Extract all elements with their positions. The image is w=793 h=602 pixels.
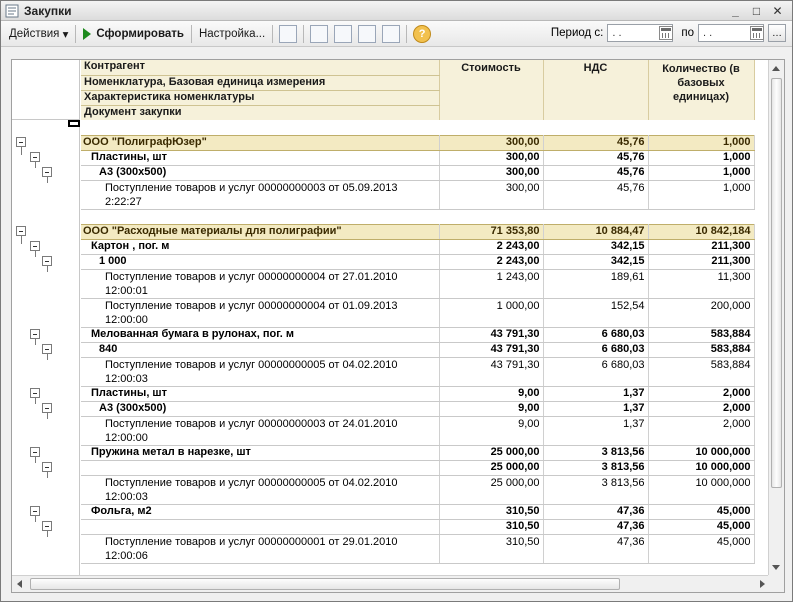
row-name-cell[interactable]: Поступление товаров и услуг 00000000004 от 01.09.2013 12:00:00 [81,298,439,327]
group-line [21,147,22,155]
nomenclature-row[interactable] [81,445,754,460]
group-collapse-icon[interactable] [30,241,40,251]
counterparty-row[interactable] [81,135,754,150]
group-line [47,177,48,183]
group-line [35,398,36,404]
group-collapse-icon[interactable] [30,152,40,162]
row-name-cell[interactable]: А3 (300х500) [81,165,439,180]
group-line [35,457,36,463]
horizontal-scrollbar[interactable] [12,575,770,592]
tree-icon[interactable] [310,25,328,43]
period-filter [551,24,786,42]
toolbar [1,21,792,47]
row-qty-cell[interactable]: 10 000,000 [648,445,754,460]
chart-icon[interactable] [279,25,297,43]
document-row[interactable] [81,357,754,386]
scroll-right-icon[interactable] [760,580,765,588]
row-vat-cell[interactable]: 3 813,56 [543,445,648,460]
nomenclature-row[interactable] [81,239,754,254]
group-line [47,266,48,272]
row-cost-cell[interactable]: 71 353,80 [439,224,543,239]
group-collapse-icon[interactable] [42,256,52,266]
row-qty-cell[interactable]: 45,000 [648,519,754,534]
row-cost-cell[interactable]: 43 791,30 [439,342,543,357]
row-qty-cell[interactable]: 2,000 [648,386,754,401]
row-name-cell[interactable]: 840 [81,342,439,357]
row-qty-cell[interactable]: 45,000 [648,534,754,563]
row-cost-cell[interactable]: 9,00 [439,401,543,416]
horizontal-scroll-thumb[interactable] [30,578,620,590]
report-table [81,60,755,593]
row-cost-cell[interactable]: 300,00 [439,150,543,165]
row-name-cell[interactable]: Поступление товаров и услуг 00000000005 от 04.02.2010 12:00:03 [81,475,439,504]
period-select-button[interactable]: … [768,24,786,42]
row-vat-cell[interactable]: 152,54 [543,298,648,327]
row-name-cell[interactable]: Поступление товаров и услуг 00000000003 от 24.01.2010 12:00:00 [81,416,439,445]
row-vat-cell[interactable]: 47,36 [543,504,648,519]
row-vat-cell[interactable]: 3 813,56 [543,460,648,475]
row-qty-cell[interactable]: 10 842,184 [648,224,754,239]
row-qty-cell[interactable]: 1,000 [648,165,754,180]
row-cost-cell[interactable]: 310,50 [439,519,543,534]
row-cost-cell[interactable]: 25 000,00 [439,445,543,460]
row-name-cell[interactable] [81,460,439,475]
document-row[interactable] [81,534,754,563]
row-qty-cell[interactable]: 2,000 [648,416,754,445]
row-vat-cell[interactable]: 1,37 [543,401,648,416]
row-cost-cell[interactable]: 300,00 [439,180,543,209]
document-row[interactable] [81,269,754,298]
period-from-label: Период с: [550,27,604,39]
title-bar [1,1,792,21]
calendar-icon[interactable] [750,26,764,40]
group-collapse-icon[interactable] [42,167,52,177]
vertical-scrollbar[interactable] [768,60,784,576]
report-icon [5,4,19,18]
grouping-gutter [12,60,80,576]
nomenclature-row[interactable] [81,504,754,519]
row-name-cell[interactable]: Пружина метал в нарезке, шт [81,445,439,460]
row-cost-cell[interactable]: 310,50 [439,534,543,563]
group-collapse-icon[interactable] [42,403,52,413]
document-row[interactable] [81,416,754,445]
row-name-cell[interactable] [81,519,439,534]
characteristic-row[interactable] [81,254,754,269]
row-vat-cell[interactable]: 47,36 [543,534,648,563]
characteristic-row[interactable] [81,460,754,475]
header-cost: Стоимость [439,60,543,120]
table-icon[interactable] [334,25,352,43]
row-cost-cell[interactable]: 300,00 [439,135,543,150]
row-cost-cell[interactable]: 1 000,00 [439,298,543,327]
row-qty-cell[interactable]: 211,300 [648,239,754,254]
row-cost-cell[interactable]: 300,00 [439,165,543,180]
group-line [35,339,36,345]
generate-button[interactable]: Сформировать [79,24,188,44]
document-row[interactable] [81,298,754,327]
row-qty-cell[interactable]: 583,884 [648,327,754,342]
row-name-cell[interactable]: Фольга, м2 [81,504,439,519]
row-name-cell[interactable]: Пластины, шт [81,386,439,401]
minimize-icon[interactable]: _ [732,3,739,18]
cell-cursor [68,120,80,127]
header-qty: Количество (в базовых единицах) [648,60,754,120]
actions-menu[interactable]: Действия ▾ [9,27,69,41]
header-document: Документ закупки [81,105,439,120]
row-cost-cell[interactable]: 9,00 [439,416,543,445]
group-collapse-icon[interactable] [30,388,40,398]
nomenclature-row[interactable] [81,150,754,165]
nomenclature-row[interactable] [81,386,754,401]
row-vat-cell[interactable]: 45,76 [543,180,648,209]
row-qty-cell[interactable]: 1,000 [648,135,754,150]
group-collapse-icon[interactable] [42,462,52,472]
row-name-cell[interactable]: А3 (300х500) [81,401,439,416]
row-qty-cell[interactable]: 10 000,000 [648,475,754,504]
row-vat-cell[interactable]: 47,36 [543,519,648,534]
row-qty-cell[interactable]: 2,000 [648,401,754,416]
group-line [35,162,36,168]
row-vat-cell[interactable]: 3 813,56 [543,475,648,504]
row-cost-cell[interactable]: 9,00 [439,386,543,401]
group-line [47,413,48,419]
document-row[interactable] [81,475,754,504]
row-vat-cell[interactable]: 45,76 [543,135,648,150]
row-vat-cell[interactable]: 45,76 [543,165,648,180]
row-cost-cell[interactable]: 43 791,30 [439,357,543,386]
row-qty-cell[interactable]: 1,000 [648,180,754,209]
group-collapse-icon[interactable] [16,137,26,147]
calendar-icon[interactable] [659,26,673,40]
header-characteristic: Характеристика номенклатуры [81,90,439,105]
row-vat-cell[interactable]: 342,15 [543,239,648,254]
report-spreadsheet[interactable] [11,59,785,593]
row-name-cell[interactable]: Пластины, шт [81,150,439,165]
group-line [47,472,48,478]
play-icon [83,28,91,40]
row-name-cell[interactable]: Картон , пог. м [81,239,439,254]
window-title: Закупки [24,3,72,18]
row-vat-cell[interactable]: 1,37 [543,416,648,445]
row-cost-cell[interactable]: 43 791,30 [439,327,543,342]
nomenclature-row[interactable] [81,327,754,342]
maximize-icon[interactable]: □ [752,3,761,18]
row-name-cell[interactable]: 1 000 [81,254,439,269]
scroll-up-icon[interactable] [772,66,780,71]
row-name-cell[interactable]: Поступление товаров и услуг 00000000001 от 29.01.2010 12:00:06 [81,534,439,563]
group-collapse-icon[interactable] [30,506,40,516]
counterparty-row[interactable] [81,224,754,239]
expand-groups-icon[interactable] [358,25,376,43]
scroll-left-icon[interactable] [17,580,22,588]
group-collapse-icon[interactable] [42,521,52,531]
row-name-cell[interactable]: Мелованная бумага в рулонах, пог. м [81,327,439,342]
settings-button[interactable]: Настройка... [198,27,266,40]
group-line [35,251,36,257]
row-vat-cell[interactable]: 1,37 [543,386,648,401]
row-qty-cell[interactable]: 45,000 [648,504,754,519]
row-cost-cell[interactable]: 2 243,00 [439,254,543,269]
group-line [35,516,36,522]
group-line [47,531,48,537]
header-vat: НДС [543,60,648,120]
collapse-groups-icon[interactable] [382,25,400,43]
row-qty-cell[interactable]: 200,000 [648,298,754,327]
help-icon[interactable]: ? [413,25,431,43]
row-cost-cell[interactable]: 25 000,00 [439,475,543,504]
period-to-label: по [681,27,694,39]
row-qty-cell[interactable]: 11,300 [648,269,754,298]
row-cost-cell[interactable]: 2 243,00 [439,239,543,254]
row-cost-cell[interactable]: 1 243,00 [439,269,543,298]
row-name-cell[interactable]: Поступление товаров и услуг 00000000004 от 27.01.2010 12:00:01 [81,269,439,298]
row-vat-cell[interactable]: 45,76 [543,150,648,165]
header-nomenclature: Номенклатура, Базовая единица измерения [81,75,439,90]
row-vat-cell[interactable]: 6 680,03 [543,327,648,342]
row-name-cell[interactable]: Поступление товаров и услуг 00000000005 от 04.02.2010 12:00:03 [81,357,439,386]
row-vat-cell[interactable]: 6 680,03 [543,342,648,357]
row-cost-cell[interactable]: 310,50 [439,504,543,519]
row-qty-cell[interactable]: 1,000 [648,150,754,165]
characteristic-row[interactable] [81,401,754,416]
row-vat-cell[interactable]: 6 680,03 [543,357,648,386]
row-qty-cell[interactable]: 10 000,000 [648,460,754,475]
close-icon[interactable]: ✕ [772,3,783,18]
characteristic-row[interactable] [81,342,754,357]
group-collapse-icon[interactable] [42,344,52,354]
row-name-cell[interactable]: ООО "ПолиграфЮзер" [81,135,439,150]
row-vat-cell[interactable]: 189,61 [543,269,648,298]
group-collapse-icon[interactable] [30,329,40,339]
row-vat-cell[interactable]: 342,15 [543,254,648,269]
row-qty-cell[interactable]: 583,884 [648,357,754,386]
row-name-cell[interactable]: ООО "Расходные материалы для полиграфии" [81,224,439,239]
group-collapse-icon[interactable] [16,226,26,236]
characteristic-row[interactable] [81,165,754,180]
scroll-down-icon[interactable] [772,565,780,570]
header-counterparty: Контрагент [81,60,439,75]
document-row[interactable] [81,180,754,209]
group-collapse-icon[interactable] [30,447,40,457]
row-qty-cell[interactable]: 211,300 [648,254,754,269]
row-qty-cell[interactable]: 583,884 [648,342,754,357]
row-vat-cell[interactable]: 10 884,47 [543,224,648,239]
row-cost-cell[interactable]: 25 000,00 [439,460,543,475]
group-line [47,354,48,360]
group-line [21,236,22,244]
vertical-scroll-thumb[interactable] [771,78,782,488]
characteristic-row[interactable] [81,519,754,534]
row-name-cell[interactable]: Поступление товаров и услуг 00000000003 от 05.09.2013 2:22:27 [81,180,439,209]
